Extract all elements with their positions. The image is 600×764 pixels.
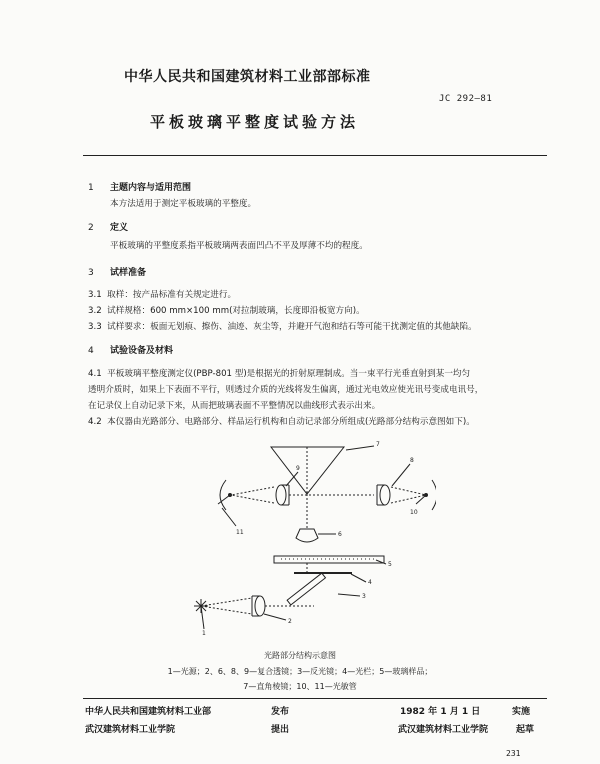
ray-line xyxy=(231,487,274,495)
clause-4-1-line-1 xyxy=(88,366,470,382)
compound-lens-2 xyxy=(255,596,265,616)
section-number: 2 xyxy=(88,223,94,233)
clause-text: 本仪器由光路部分、电路部分、样品运行机构和自动记录部分所组成(光路部分结构示意图如下)。 xyxy=(107,417,475,427)
label-2: 2 xyxy=(288,618,292,625)
clause-text: 平板玻璃平整度测定仪(PBP-801 型)是根据光的折射原理制成。当一束平行光垂直射到某一均匀 xyxy=(107,369,471,379)
label-4: 4 xyxy=(368,579,372,586)
header-divider xyxy=(83,155,547,156)
ray-line xyxy=(231,495,274,503)
section-1-text: 本方法适用于测定平板玻璃的平整度。 xyxy=(110,199,257,209)
ray-line xyxy=(391,487,426,495)
label-2-leader xyxy=(264,614,286,620)
effective-date: 1982 年 1 月 1 日 xyxy=(400,707,481,717)
figure-caption-title: 光路部分结构示意图 xyxy=(264,651,336,660)
right-angle-prism xyxy=(271,447,344,494)
label-7: 7 xyxy=(376,441,380,448)
photo-tube-10 xyxy=(432,480,436,510)
clause-number: 3.1 xyxy=(88,290,102,300)
issuing-authority-title: 中华人民共和国建筑材料工业部部标准 xyxy=(124,69,371,85)
section-number: 1 xyxy=(88,183,94,193)
photo-tube-10-point xyxy=(425,494,428,497)
section-title: 主题内容与适用范围 xyxy=(110,183,192,193)
clause-number: 4.1 xyxy=(88,369,102,379)
compound-lens-6 xyxy=(296,529,318,542)
clause-text: 取样：按产品标准有关规定进行。 xyxy=(107,290,237,300)
label-8-leader xyxy=(392,464,410,486)
label-1-leader xyxy=(201,606,204,629)
drafted-label: 起草 xyxy=(516,725,535,735)
clause-3-2 xyxy=(88,303,365,319)
clause-number: 3.3 xyxy=(88,322,102,332)
label-4-leader xyxy=(351,574,366,582)
issuer-name: 中华人民共和国建筑材料工业部 xyxy=(85,707,212,717)
proposer-name: 武汉建筑材料工业学院 xyxy=(85,725,176,735)
section-1-heading xyxy=(88,180,191,193)
label-3-leader xyxy=(338,594,360,596)
label-11: 11 xyxy=(236,529,244,536)
clause-text: 试样要求：板面无划痕、擦伤、油迹、灰尘等，并避开气泡和结石等可能干扰测定值的其他缺陷。 xyxy=(107,322,477,332)
reflecting-mirror xyxy=(287,573,325,605)
clause-3-1 xyxy=(88,287,236,303)
section-number: 4 xyxy=(88,346,94,356)
clause-number: 4.2 xyxy=(88,417,102,427)
clause-4-1-line-3: 在记录仪上自动记录下来，从而把玻璃表面不平整情况以曲线形式表示出来。 xyxy=(88,401,381,411)
document-title: 平板玻璃平整度试验方法 xyxy=(150,113,360,131)
clause-text: 试样规格：600 mm×100 mm(对拉制玻璃，长度即沿板宽方向)。 xyxy=(107,306,365,316)
photo-tube-10-lead xyxy=(416,495,426,504)
photo-tube-11 xyxy=(220,480,226,510)
section-title: 试验设备及材料 xyxy=(110,346,174,356)
label-8: 8 xyxy=(410,457,414,464)
section-2-heading xyxy=(88,220,128,233)
compound-lens-9 xyxy=(276,485,286,505)
page-number: 231 xyxy=(506,749,521,758)
label-11-leader xyxy=(222,508,236,526)
section-title: 试样准备 xyxy=(110,268,147,278)
ray-line xyxy=(201,606,252,614)
section-4-heading xyxy=(88,343,173,356)
section-3-heading xyxy=(88,265,146,278)
issued-label: 发布 xyxy=(271,707,290,717)
section-number: 3 xyxy=(88,268,94,278)
optical-path-diagram xyxy=(186,434,436,646)
figure-legend-line-1: 1—光源；2、6、8、9—复合透镜；3—反光镜；4—光栏；5—玻璃样品； xyxy=(167,667,433,676)
label-6: 6 xyxy=(338,531,342,538)
label-5: 5 xyxy=(388,561,392,568)
figure-legend-line-2: 7—直角棱镜；10、11—光敏管 xyxy=(243,682,357,691)
section-title: 定义 xyxy=(110,223,129,233)
ray-line xyxy=(391,495,426,503)
label-3: 3 xyxy=(362,593,366,600)
section-2-text: 平板玻璃的平整度系指平板玻璃两表面凹凸不平及厚薄不均的程度。 xyxy=(110,241,368,251)
proposed-label: 提出 xyxy=(271,725,290,735)
clause-number: 3.2 xyxy=(88,306,102,316)
effective-label: 实施 xyxy=(512,707,531,717)
clause-4-1-line-2: 透明介质时，如果上下表面不平行，则透过介质的光线将发生偏离，通过光电效应使光讯号变成电讯号， xyxy=(88,385,484,395)
clause-3-3 xyxy=(88,319,477,335)
drafter-name: 武汉建筑材料工业学院 xyxy=(398,725,489,735)
ray-line xyxy=(201,598,252,606)
label-10: 10 xyxy=(410,509,418,516)
label-9: 9 xyxy=(296,465,300,472)
clause-4-2 xyxy=(88,414,475,430)
compound-lens-8 xyxy=(380,485,390,505)
photo-tube-11-point xyxy=(229,494,232,497)
footer-divider xyxy=(83,698,547,699)
standard-code: JC 292—81 xyxy=(439,94,493,104)
label-1: 1 xyxy=(202,630,206,637)
label-7-leader xyxy=(346,446,374,450)
